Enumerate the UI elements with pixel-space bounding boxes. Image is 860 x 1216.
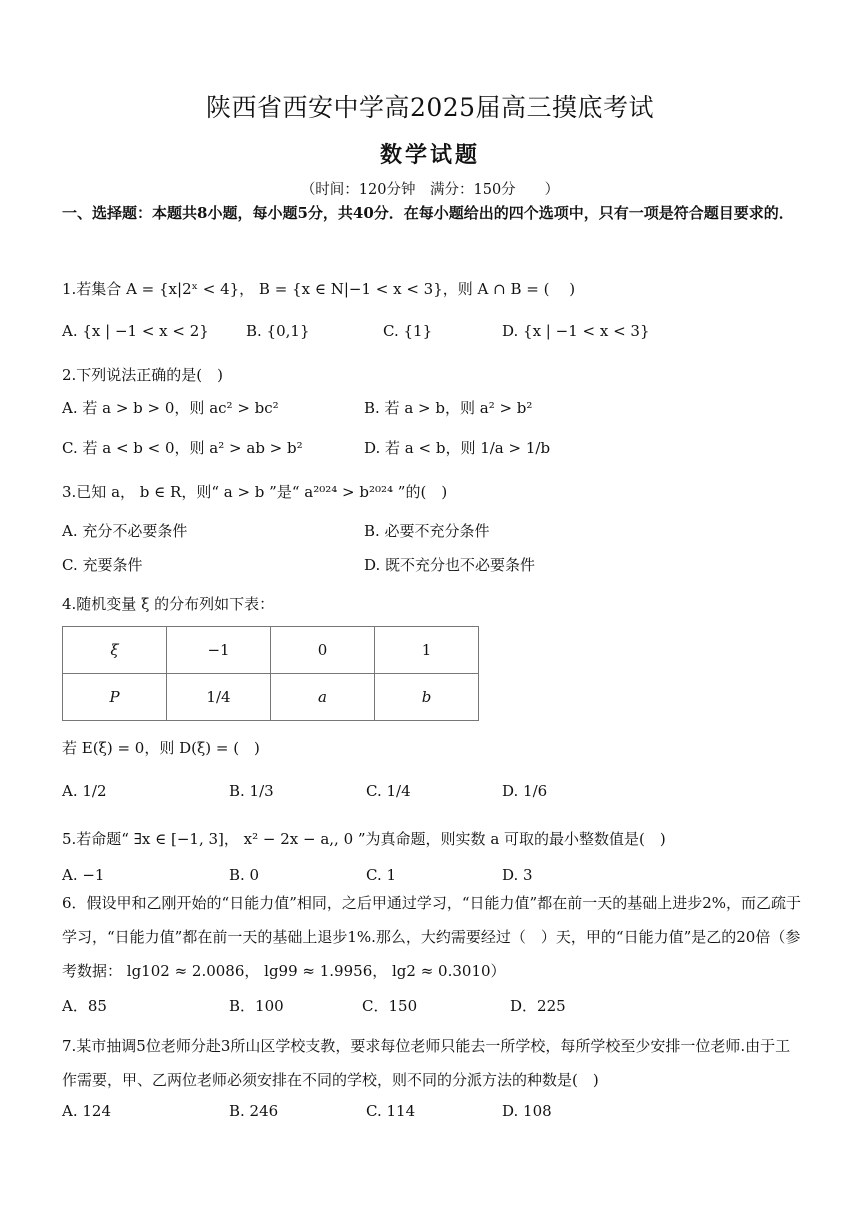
question-2-stem: 2.下列说法正确的是( ) (62, 366, 224, 384)
section-instruction: 一、选择题：本题共8小题，每小题5分，共40分．在每小题给出的四个选项中，只有一项是符合题目要求的． (62, 204, 794, 222)
question-7-option-b: B. 246 (229, 1102, 279, 1120)
question-3-option-d: D. 既不充分也不必要条件 (364, 556, 536, 574)
question-7-option-c: C. 114 (366, 1102, 416, 1120)
question-1-stem: 1.若集合 A = {x|2ˣ < 4}， B = {x ∈ N|−1 < x < 3}，则 A ∩ B = ( ) (62, 280, 576, 298)
table-cell: 1 (375, 627, 479, 674)
table-cell: −1 (167, 627, 271, 674)
question-6-option-d: D．225 (510, 997, 566, 1015)
table-row (63, 627, 479, 674)
question-3-option-a: A. 充分不必要条件 (62, 522, 188, 540)
table-cell: P (63, 674, 167, 721)
question-7-stem: 7.某市抽调5位老师分赴3所山区学校支教，要求每位老师只能去一所学校，每所学校至少安排一位老师.由于工作需要，甲、乙两位老师必须安排在不同的学校，则不同的分派方法的种数是( ) (62, 1037, 791, 1089)
question-1-option-b: B. {0,1} (246, 322, 310, 340)
question-5-option-c: C. 1 (366, 866, 397, 884)
question-4-option-a: A. 1/2 (62, 782, 107, 800)
table-cell: 0 (271, 627, 375, 674)
question-1-option-c: C. {1} (383, 322, 433, 340)
question-6-option-b: B．100 (229, 997, 284, 1015)
table-cell: ξ (63, 627, 167, 674)
question-5-option-b: B. 0 (229, 866, 260, 884)
exam-title: 陕西省西安中学高2025届高三摸底考试 (205, 93, 655, 122)
question-2-option-b: B. 若 a > b，则 a² > b² (364, 399, 533, 417)
question-3-stem: 3.已知 a， b ∈ R，则“ a > b ”是“ a²⁰²⁴ > b²⁰²⁴ ”的( ) (62, 483, 448, 501)
question-4-stem: 4.随机变量 ξ 的分布列如下表： (62, 595, 275, 613)
question-6-option-c: C．150 (362, 997, 418, 1015)
question-2-option-a: A. 若 a > b > 0，则 ac² > bc² (62, 399, 279, 417)
question-4-condition: 若 E(ξ) = 0，则 D(ξ) = ( ) (62, 739, 260, 757)
question-3-option-b: B. 必要不充分条件 (364, 522, 490, 540)
question-4-option-b: B. 1/3 (229, 782, 274, 800)
question-5-stem: 5.若命题“ ∃x ∈ [−1, 3]， x² − 2x − a,, 0 ”为真命题，则实数 a 可取的最小整数值是( ) (62, 830, 666, 848)
question-5-option-a: A. −1 (62, 866, 105, 884)
question-4-option-c: C. 1/4 (366, 782, 411, 800)
question-1-option-a: A. {x | −1 < x < 2} (62, 322, 209, 340)
question-4-option-d: D. 1/6 (502, 782, 548, 800)
question-5-option-d: D. 3 (502, 866, 533, 884)
question-7-option-a: A. 124 (62, 1102, 111, 1120)
question-2-option-c: C. 若 a < b < 0，则 a² > ab > b² (62, 439, 303, 457)
table-cell: a (271, 674, 375, 721)
table-row (63, 674, 479, 721)
exam-subtitle: 数学试题 (379, 142, 480, 168)
exam-info: （时间：120分钟 满分：150分 ） (300, 182, 560, 198)
table-cell: 1/4 (167, 674, 271, 721)
question-2-option-d: D. 若 a < b，则 1/a > 1/b (364, 439, 551, 457)
question-1-option-d: D. {x | −1 < x < 3} (502, 322, 650, 340)
question-3-option-c: C. 充要条件 (62, 556, 143, 574)
distribution-table (62, 626, 479, 721)
table-cell: b (375, 674, 479, 721)
question-6-option-a: A．85 (62, 997, 107, 1015)
question-6-stem: 6．假设甲和乙刚开始的“日能力值”相同，之后甲通过学习，“日能力值”都在前一天的基础上进步2%，而乙疏于学习，“日能力值”都在前一天的基础上退步1%.那么，大约需要经过（ ）天，甲的“日能力值”是乙的20倍（参考数据： lg102 ≈ 2.0086， lg99 ≈ 1.9956， lg2 ≈ 0.3010） (62, 894, 802, 980)
question-7-option-d: D. 108 (502, 1102, 552, 1120)
